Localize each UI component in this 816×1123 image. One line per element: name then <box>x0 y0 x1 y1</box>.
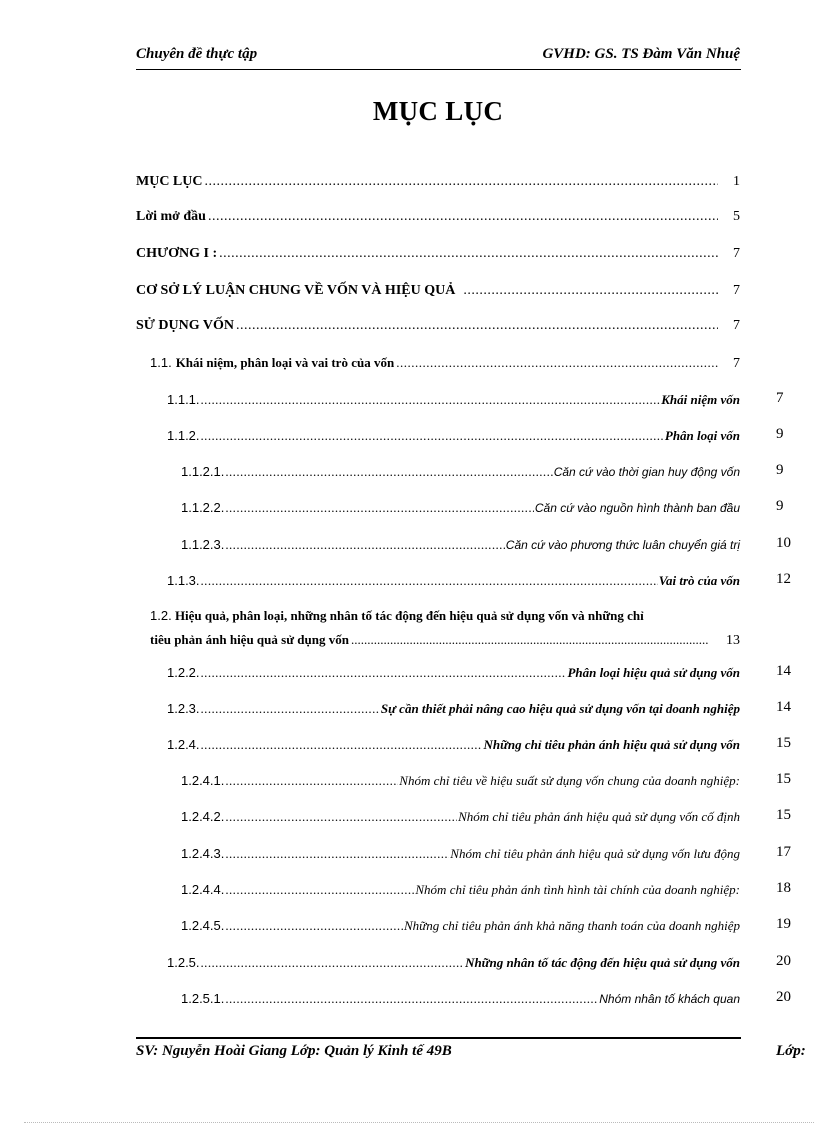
toc-entry-page: 5 <box>733 209 740 224</box>
toc-entry-page: 20 <box>776 953 791 969</box>
toc-entry[interactable] <box>136 209 740 225</box>
toc-entry-label: Những nhân tố tác động đến hiệu quả sử dụng vốn <box>465 955 740 970</box>
leader-dots <box>236 318 718 334</box>
toc-entry-label: Nhóm chỉ tiêu phản ánh hiệu quả sử dụng vốn lưu động <box>450 846 740 861</box>
toc-entry-number: 1.1.2.2. <box>181 500 225 515</box>
toc-entry-number: 1.1. <box>150 355 172 370</box>
leader-dots <box>201 392 661 408</box>
leader-dots <box>219 246 718 262</box>
toc-entry-label: Nhóm nhân tố khách quan <box>599 992 740 1006</box>
toc-entry-page: 10 <box>776 535 791 551</box>
toc-entry[interactable] <box>136 174 740 190</box>
toc-section-1-2[interactable] <box>150 604 740 653</box>
toc-entry-number: 1.2.3. <box>167 701 200 716</box>
toc-subentry[interactable] <box>167 701 740 717</box>
toc-entry-label: Những chỉ tiêu phản ánh hiệu quả sử dụng vốn <box>483 737 740 752</box>
leader-dots <box>225 882 414 898</box>
page-title: MỤC LỤC <box>372 96 504 126</box>
toc-entry-page: 14 <box>776 699 791 715</box>
toc-subentry[interactable] <box>167 428 740 444</box>
leader-dots <box>225 537 504 553</box>
toc-entry-number: 1.2.4.4. <box>181 882 225 897</box>
toc-entry[interactable] <box>136 283 740 299</box>
toc-subentry[interactable] <box>167 955 740 971</box>
toc-subentry[interactable] <box>181 464 740 480</box>
leader-dots <box>396 355 718 371</box>
toc-entry-page: 9 <box>776 462 784 478</box>
leader-dots <box>201 955 465 971</box>
toc-entry-number: 1.2.4.2. <box>181 809 225 824</box>
toc-entry-page: 9 <box>776 498 784 514</box>
toc-entry-label: Căn cứ vào nguồn hình thành ban đầu <box>534 501 740 515</box>
toc-entry-page: 7 <box>733 318 740 333</box>
leader-dots <box>225 918 403 934</box>
leader-dots <box>225 464 552 480</box>
toc-entry-page: 7 <box>733 246 740 261</box>
toc-entry-number: 1.2.4.3. <box>181 846 225 861</box>
toc-entry-label: Vai trò của vốn <box>658 573 740 588</box>
toc-entry-page: 9 <box>776 426 784 442</box>
leader-dots <box>463 283 718 299</box>
toc-entry-number: 1.2.5.1. <box>181 991 225 1006</box>
leader-dots <box>201 737 483 753</box>
toc-entry-number: 1.1.2.1. <box>181 464 225 479</box>
leader-dots <box>225 809 457 825</box>
toc-entry-label: SỬ DỤNG VỐN <box>136 318 235 333</box>
leader-dots <box>201 428 664 444</box>
toc-subentry[interactable] <box>181 846 740 862</box>
toc-entry-page: 15 <box>776 735 791 751</box>
toc-section-1-1[interactable] <box>150 355 740 372</box>
toc-subentry[interactable] <box>181 773 740 789</box>
toc-subentry[interactable] <box>181 882 740 898</box>
toc-entry-page: 7 <box>733 356 740 371</box>
toc-entry-label: Lời mở đầu <box>136 209 206 224</box>
toc-entry-label: Khái niệm vốn <box>661 392 740 407</box>
toc-entry-page: 7 <box>733 283 740 298</box>
toc-entry-label: Những chỉ tiêu phản ánh khả năng thanh toán của doanh nghiệp <box>403 918 740 933</box>
footer-right-text: Lớp: <box>776 1043 806 1059</box>
toc-entry-number: 1.2.5. <box>167 955 200 970</box>
leader-dots <box>225 991 598 1007</box>
leader-dots <box>201 665 567 681</box>
toc-entry-page: 18 <box>776 880 791 896</box>
toc-entry-page: 15 <box>776 807 791 823</box>
toc-subentry[interactable] <box>167 737 740 753</box>
toc-entry-label: Sự cần thiết phải nâng cao hiệu quả sử dụng vốn tại doanh nghiệp <box>380 701 740 716</box>
toc-subentry[interactable] <box>181 991 740 1007</box>
toc-entry-page: 17 <box>776 844 791 860</box>
leader-dots <box>208 209 718 225</box>
toc-entry-number: 1.1.1. <box>167 392 200 407</box>
toc-entry-label: CHƯƠNG I : <box>136 246 218 261</box>
toc-entry-page: 19 <box>776 916 791 932</box>
toc-entry-page: 1 <box>733 174 740 189</box>
toc-entry-page: 14 <box>776 663 791 679</box>
toc-entry-label: Nhóm chỉ tiêu phản ánh tình hình tài chính của doanh nghiệp: <box>415 882 740 897</box>
toc-subentry[interactable] <box>181 918 740 934</box>
toc-entry-label-cont: tiêu phản ánh hiệu quả sử dụng vốn <box>150 632 349 647</box>
toc-entry-number: 1.1.2.3. <box>181 537 225 552</box>
toc-entry-page: 7 <box>776 390 784 406</box>
toc-entry-label: Căn cứ vào thời gian huy động vốn <box>553 465 740 479</box>
toc-entry-page: 12 <box>776 571 791 587</box>
leader-dots <box>225 500 534 516</box>
toc-entry-label: Phân loại vốn <box>664 428 740 443</box>
toc-entry-number: 1.1.2. <box>167 428 200 443</box>
leader-dots <box>201 701 380 717</box>
toc-subentry[interactable] <box>181 500 740 516</box>
toc-entry-label: MỤC LỤC <box>136 174 203 189</box>
toc-entry-number: 1.2. <box>150 608 172 623</box>
leader-dots <box>225 773 398 789</box>
toc-section-1-2-line1 <box>150 604 740 628</box>
toc-entry-label: Nhóm chỉ tiêu về hiệu suất sử dụng vốn chung của doanh nghiệp: <box>399 773 740 788</box>
header-right-text: GVHD: GS. TS Đàm Văn Nhuệ <box>542 46 740 62</box>
toc-entry-number: 1.2.4.5. <box>181 918 225 933</box>
toc-entry-page: 13 <box>726 633 740 648</box>
leader-dots <box>205 174 719 190</box>
leader-dots <box>351 628 708 652</box>
toc-subentry[interactable] <box>167 573 740 589</box>
toc-entry-label: Phân loại hiệu quả sử dụng vốn <box>567 665 740 680</box>
toc-entry-page: 15 <box>776 771 791 787</box>
toc-entry-number: 1.2.2. <box>167 665 200 680</box>
toc-entry-label: CƠ SỞ LÝ LUẬN CHUNG VỀ VỐN VÀ HIỆU QUẢ <box>136 283 456 298</box>
toc-entry[interactable] <box>136 246 740 262</box>
toc-entry-label: Hiệu quả, phân loại, những nhân tố tác động đến hiệu quả sử dụng vốn và những chỉ <box>174 608 644 623</box>
toc-entry-number: 1.2.4. <box>167 737 200 752</box>
toc-entry-label: Khái niệm, phân loại và vai trò của vốn <box>175 355 395 370</box>
leader-dots <box>225 846 449 862</box>
footer-left-text: SV: Nguyễn Hoài Giang Lớp: Quản lý Kinh tế 49B <box>136 1043 452 1059</box>
header-left-text: Chuyên đề thực tập <box>136 46 258 62</box>
toc-entry[interactable] <box>136 318 740 334</box>
toc-entry-number: 1.2.4.1. <box>181 773 225 788</box>
header-divider <box>136 69 741 70</box>
toc-subentry[interactable] <box>181 809 740 825</box>
toc-entry-number: 1.1.3. <box>167 573 200 588</box>
leader-dots <box>201 573 658 589</box>
footer-divider <box>136 1037 741 1039</box>
toc-subentry[interactable] <box>181 537 740 553</box>
toc-entry-label: Căn cứ vào phương thức luân chuyển giá trị <box>505 538 740 552</box>
toc-section-1-2-line2 <box>150 628 740 653</box>
toc-subentry[interactable] <box>167 665 740 681</box>
toc-subentry[interactable] <box>167 392 740 408</box>
toc-entry-label: Nhóm chỉ tiêu phản ánh hiệu quả sử dụng vốn cố định <box>458 809 740 824</box>
toc-entry-page: 20 <box>776 989 791 1005</box>
